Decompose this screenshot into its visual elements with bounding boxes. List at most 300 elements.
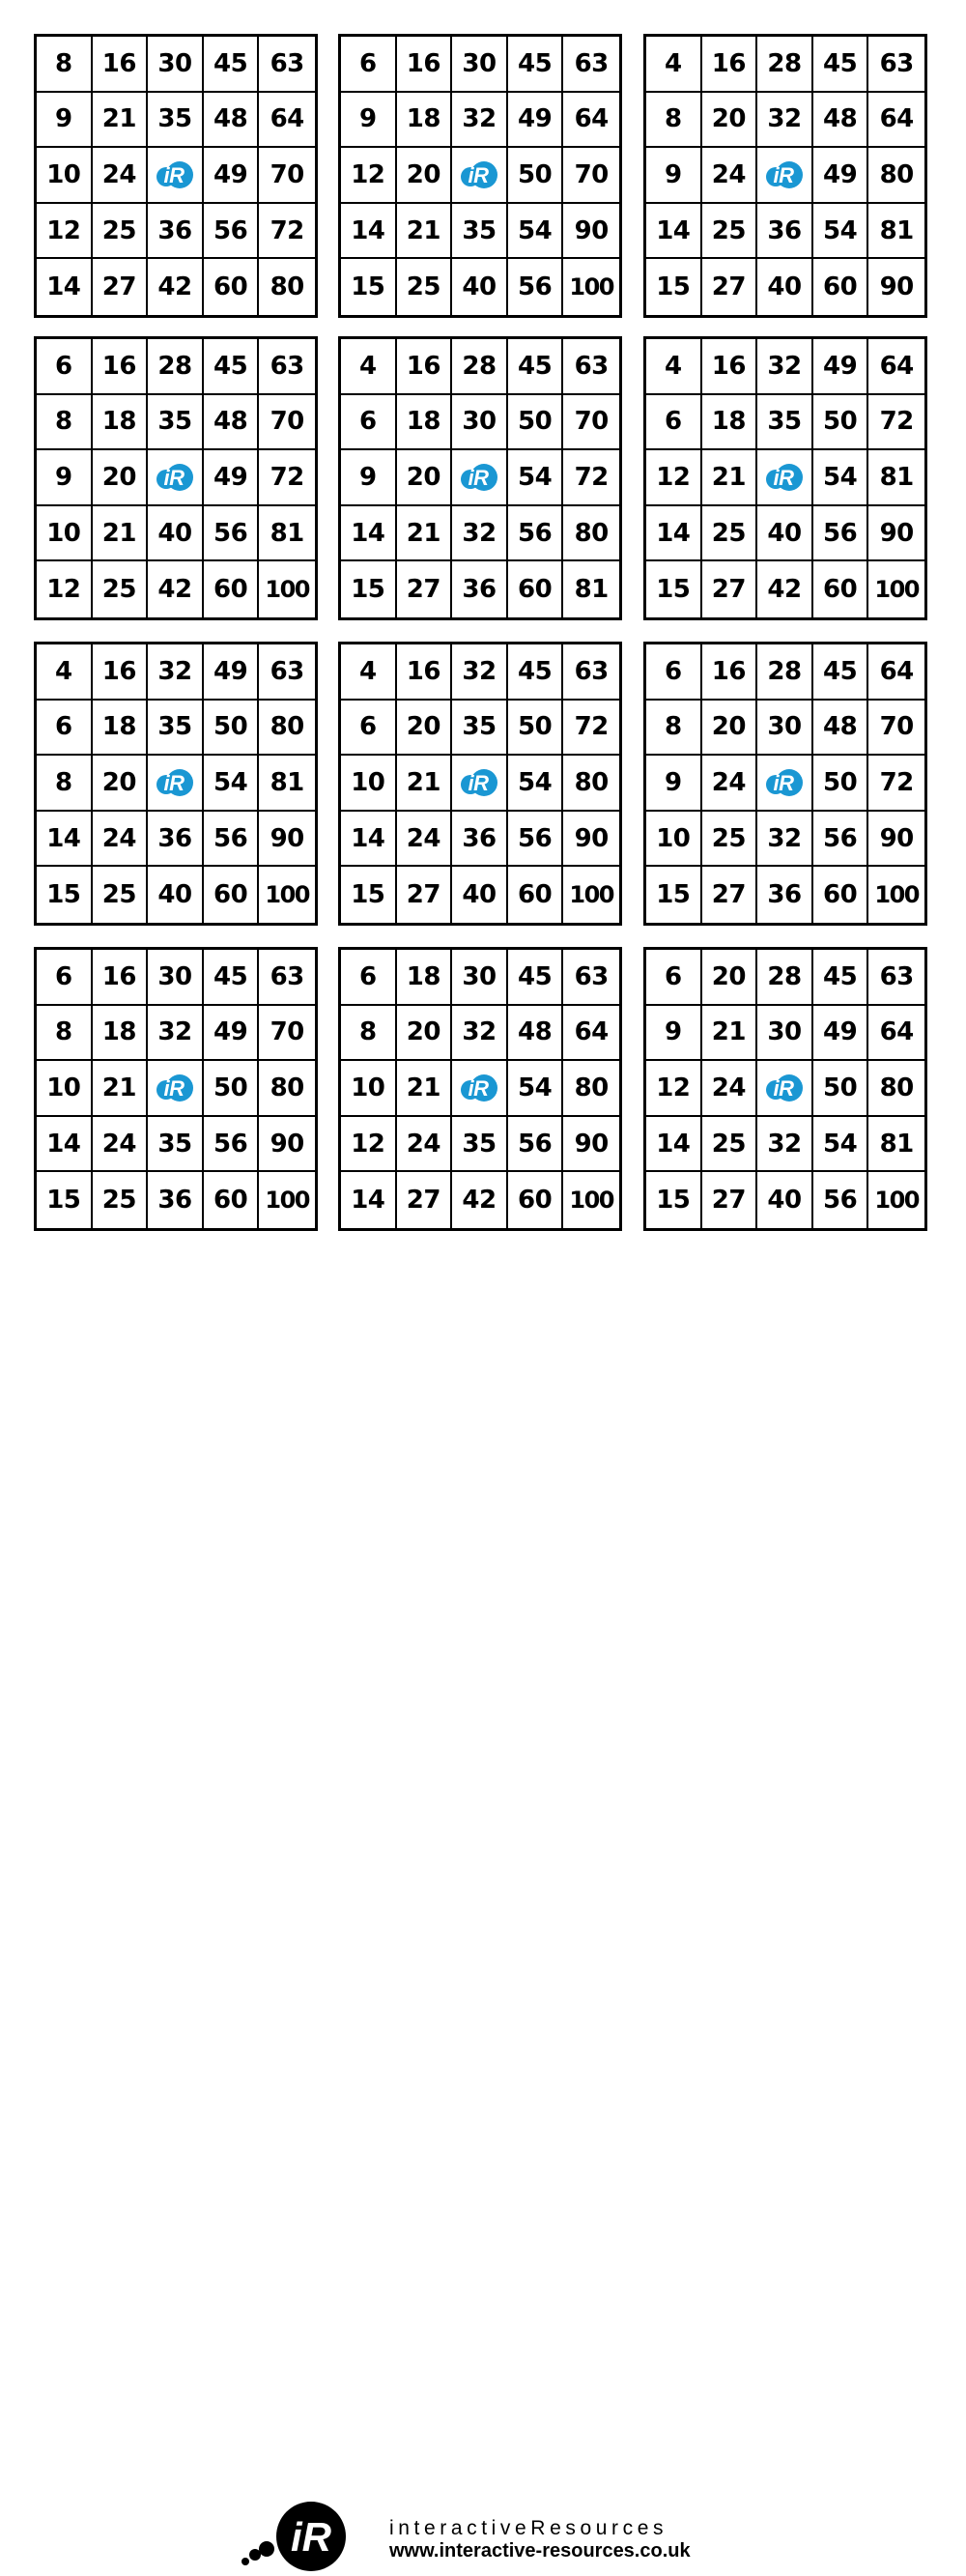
card-number: 54 xyxy=(813,204,869,260)
ir-logo-icon xyxy=(460,156,498,194)
card-number: 90 xyxy=(563,812,619,868)
ir-logo-icon xyxy=(156,1069,194,1107)
card-number: 80 xyxy=(563,1061,619,1117)
svg-text:iR: iR xyxy=(291,2514,331,2560)
free-space xyxy=(452,148,508,204)
card-number: 56 xyxy=(813,1172,869,1228)
card-number: 15 xyxy=(646,1172,702,1228)
free-space xyxy=(757,148,813,204)
card-number: 14 xyxy=(37,812,93,868)
card-number: 20 xyxy=(702,701,758,757)
card-number: 56 xyxy=(204,1117,260,1173)
card-number: 56 xyxy=(508,812,564,868)
card-number: 45 xyxy=(508,644,564,701)
card-number: 81 xyxy=(868,1117,924,1173)
card-number: 27 xyxy=(702,867,758,923)
card-number: 12 xyxy=(37,561,93,617)
svg-text:iR: iR xyxy=(773,770,794,795)
card-number: 8 xyxy=(37,756,93,812)
card-number: 9 xyxy=(341,450,397,506)
card-number: 14 xyxy=(646,1117,702,1173)
card-number: 49 xyxy=(508,93,564,149)
card-number: 18 xyxy=(702,395,758,451)
card-number: 27 xyxy=(93,259,149,315)
card-number: 20 xyxy=(702,93,758,149)
card-number: 21 xyxy=(397,506,453,562)
card-number: 25 xyxy=(93,867,149,923)
card-number: 63 xyxy=(259,339,315,395)
card-number: 63 xyxy=(563,644,619,701)
ir-logo-icon xyxy=(156,156,194,194)
ir-logo-icon xyxy=(765,1069,804,1107)
card-number: 6 xyxy=(341,395,397,451)
card-number: 18 xyxy=(397,395,453,451)
card-number: 21 xyxy=(397,1061,453,1117)
bingo-cards-sheet xyxy=(0,0,966,1246)
ir-logo-icon xyxy=(460,763,498,802)
card-number: 72 xyxy=(563,450,619,506)
card-number: 100 xyxy=(874,1187,919,1215)
bingo-card xyxy=(643,336,927,620)
card-number: 64 xyxy=(868,339,924,395)
ir-logo-icon xyxy=(460,1069,498,1107)
bingo-card xyxy=(34,34,318,318)
card-number: 20 xyxy=(397,701,453,757)
card-number: 15 xyxy=(37,1172,93,1228)
card-number: 24 xyxy=(93,148,149,204)
card-number: 60 xyxy=(813,867,869,923)
card-number: 9 xyxy=(646,1006,702,1062)
card-number: 10 xyxy=(341,1061,397,1117)
card-number: 42 xyxy=(148,561,204,617)
card-number: 54 xyxy=(204,756,260,812)
free-space xyxy=(148,450,204,506)
card-number: 40 xyxy=(757,506,813,562)
card-number: 80 xyxy=(563,756,619,812)
card-number: 60 xyxy=(508,1172,564,1228)
card-number: 56 xyxy=(508,506,564,562)
card-number: 25 xyxy=(702,812,758,868)
card-number: 45 xyxy=(204,37,260,93)
card-number: 72 xyxy=(563,701,619,757)
card-number: 36 xyxy=(148,812,204,868)
card-number: 64 xyxy=(259,93,315,149)
card-number: 4 xyxy=(37,644,93,701)
card-number: 64 xyxy=(563,1006,619,1062)
card-number: 56 xyxy=(813,506,869,562)
card-number: 16 xyxy=(93,37,149,93)
card-number: 32 xyxy=(452,644,508,701)
ir-logo-icon xyxy=(765,156,804,194)
bingo-card xyxy=(338,947,622,1231)
card-number: 70 xyxy=(563,395,619,451)
card-number: 6 xyxy=(646,395,702,451)
card-number: 50 xyxy=(813,756,869,812)
card-number: 16 xyxy=(702,644,758,701)
card-number: 81 xyxy=(259,756,315,812)
card-number: 24 xyxy=(397,1117,453,1173)
free-space xyxy=(452,1061,508,1117)
free-space xyxy=(148,148,204,204)
card-number: 15 xyxy=(646,867,702,923)
card-number: 30 xyxy=(452,37,508,93)
card-number: 56 xyxy=(204,506,260,562)
card-number: 100 xyxy=(265,881,309,909)
card-number: 16 xyxy=(397,644,453,701)
card-number: 63 xyxy=(868,37,924,93)
card-number: 72 xyxy=(259,204,315,260)
card-number: 70 xyxy=(563,148,619,204)
card-number: 100 xyxy=(265,576,309,604)
card-number: 32 xyxy=(757,93,813,149)
card-number: 10 xyxy=(37,506,93,562)
card-number: 16 xyxy=(397,339,453,395)
card-number: 32 xyxy=(452,506,508,562)
card-number: 6 xyxy=(341,950,397,1006)
card-number: 16 xyxy=(93,950,149,1006)
card-number: 25 xyxy=(702,204,758,260)
card-number: 45 xyxy=(508,950,564,1006)
brand-name: interactiveResources xyxy=(389,2517,668,2539)
svg-text:iR: iR xyxy=(468,465,489,490)
free-space xyxy=(148,1061,204,1117)
card-number: 35 xyxy=(452,701,508,757)
card-number: 63 xyxy=(868,950,924,1006)
card-number: 80 xyxy=(563,506,619,562)
card-number: 56 xyxy=(508,1117,564,1173)
card-number: 54 xyxy=(508,756,564,812)
brand-url[interactable]: www.interactive-resources.co.uk xyxy=(389,2540,691,2562)
card-number: 32 xyxy=(757,1117,813,1173)
card-number: 24 xyxy=(397,812,453,868)
ir-logo-icon xyxy=(765,763,804,802)
card-number: 28 xyxy=(452,339,508,395)
card-number: 27 xyxy=(702,561,758,617)
card-number: 27 xyxy=(702,1172,758,1228)
footer xyxy=(0,1246,966,2562)
card-number: 15 xyxy=(37,867,93,923)
card-number: 50 xyxy=(204,1061,260,1117)
card-number: 30 xyxy=(757,1006,813,1062)
card-number: 32 xyxy=(148,644,204,701)
card-number: 50 xyxy=(813,1061,869,1117)
card-number: 63 xyxy=(563,37,619,93)
card-number: 80 xyxy=(259,701,315,757)
card-number: 9 xyxy=(37,93,93,149)
card-number: 20 xyxy=(397,450,453,506)
card-number: 32 xyxy=(148,1006,204,1062)
card-number: 35 xyxy=(148,1117,204,1173)
card-number: 10 xyxy=(646,812,702,868)
card-number: 16 xyxy=(93,644,149,701)
card-number: 12 xyxy=(646,1061,702,1117)
card-number: 8 xyxy=(37,1006,93,1062)
card-number: 32 xyxy=(757,339,813,395)
card-number: 28 xyxy=(148,339,204,395)
card-number: 40 xyxy=(452,867,508,923)
card-number: 49 xyxy=(813,339,869,395)
card-number: 24 xyxy=(93,812,149,868)
card-number: 27 xyxy=(397,1172,453,1228)
card-number: 10 xyxy=(37,1061,93,1117)
card-number: 60 xyxy=(204,259,260,315)
card-number: 35 xyxy=(452,1117,508,1173)
card-number: 6 xyxy=(37,950,93,1006)
card-number: 14 xyxy=(341,812,397,868)
card-number: 56 xyxy=(204,204,260,260)
card-number: 36 xyxy=(452,812,508,868)
svg-text:iR: iR xyxy=(773,162,794,187)
card-number: 63 xyxy=(563,339,619,395)
free-space xyxy=(757,450,813,506)
bingo-card xyxy=(34,336,318,620)
card-number: 21 xyxy=(397,756,453,812)
card-number: 32 xyxy=(452,1006,508,1062)
card-number: 45 xyxy=(813,950,869,1006)
bingo-card xyxy=(34,947,318,1231)
card-number: 100 xyxy=(265,1187,309,1215)
card-number: 15 xyxy=(341,561,397,617)
card-number: 12 xyxy=(646,450,702,506)
card-number: 14 xyxy=(646,506,702,562)
card-number: 24 xyxy=(702,1061,758,1117)
card-number: 35 xyxy=(148,93,204,149)
svg-text:iR: iR xyxy=(163,162,185,187)
svg-text:iR: iR xyxy=(468,770,489,795)
card-number: 21 xyxy=(702,1006,758,1062)
card-number: 16 xyxy=(397,37,453,93)
card-number: 56 xyxy=(204,812,260,868)
card-number: 4 xyxy=(646,37,702,93)
card-number: 12 xyxy=(341,148,397,204)
card-number: 9 xyxy=(341,93,397,149)
card-number: 21 xyxy=(93,93,149,149)
card-number: 6 xyxy=(341,37,397,93)
card-number: 6 xyxy=(37,701,93,757)
card-number: 81 xyxy=(574,575,609,605)
card-number: 30 xyxy=(452,950,508,1006)
card-number: 32 xyxy=(757,812,813,868)
card-number: 25 xyxy=(397,259,453,315)
card-number: 64 xyxy=(868,93,924,149)
card-number: 25 xyxy=(702,506,758,562)
card-number: 54 xyxy=(813,1117,869,1173)
card-number: 40 xyxy=(757,1172,813,1228)
card-number: 14 xyxy=(341,1172,397,1228)
card-number: 35 xyxy=(757,395,813,451)
free-space xyxy=(757,756,813,812)
card-number: 40 xyxy=(757,259,813,315)
card-number: 9 xyxy=(646,756,702,812)
card-number: 21 xyxy=(93,506,149,562)
free-space xyxy=(452,756,508,812)
card-number: 49 xyxy=(204,644,260,701)
card-number: 25 xyxy=(93,204,149,260)
card-number: 60 xyxy=(813,259,869,315)
card-number: 25 xyxy=(702,1117,758,1173)
card-number: 20 xyxy=(702,950,758,1006)
ir-logo-icon xyxy=(460,458,498,497)
card-number: 45 xyxy=(813,644,869,701)
bingo-card xyxy=(643,947,927,1231)
card-number: 4 xyxy=(646,339,702,395)
card-number: 60 xyxy=(508,561,564,617)
card-number: 36 xyxy=(148,1172,204,1228)
card-number: 70 xyxy=(259,148,315,204)
card-number: 50 xyxy=(508,148,564,204)
card-number: 30 xyxy=(148,37,204,93)
card-number: 48 xyxy=(813,93,869,149)
card-number: 80 xyxy=(868,1061,924,1117)
card-number: 45 xyxy=(508,37,564,93)
free-space xyxy=(452,450,508,506)
card-number: 60 xyxy=(813,561,869,617)
svg-text:iR: iR xyxy=(468,162,489,187)
card-number: 8 xyxy=(341,1006,397,1062)
card-number: 25 xyxy=(93,561,149,617)
card-number: 100 xyxy=(569,273,613,301)
card-number: 18 xyxy=(93,395,149,451)
card-number: 72 xyxy=(868,395,924,451)
card-number: 27 xyxy=(702,259,758,315)
card-number: 100 xyxy=(569,881,613,909)
card-number: 70 xyxy=(259,1006,315,1062)
card-number: 80 xyxy=(270,272,304,302)
card-number: 35 xyxy=(148,701,204,757)
card-number: 49 xyxy=(204,148,260,204)
card-number: 56 xyxy=(813,812,869,868)
card-number: 49 xyxy=(204,450,260,506)
card-number: 72 xyxy=(868,756,924,812)
card-number: 6 xyxy=(341,701,397,757)
card-number: 6 xyxy=(646,644,702,701)
card-number: 20 xyxy=(397,1006,453,1062)
card-number: 49 xyxy=(813,1006,869,1062)
card-number: 9 xyxy=(646,148,702,204)
card-number: 50 xyxy=(508,395,564,451)
card-number: 8 xyxy=(37,37,93,93)
card-number: 48 xyxy=(813,701,869,757)
card-number: 35 xyxy=(148,395,204,451)
card-number: 32 xyxy=(452,93,508,149)
card-number: 21 xyxy=(702,450,758,506)
card-number: 21 xyxy=(93,1061,149,1117)
card-number: 64 xyxy=(868,1006,924,1062)
card-number: 90 xyxy=(868,506,924,562)
card-number: 80 xyxy=(259,1061,315,1117)
card-number: 8 xyxy=(37,395,93,451)
card-number: 28 xyxy=(757,37,813,93)
card-number: 12 xyxy=(341,1117,397,1173)
card-number: 8 xyxy=(646,701,702,757)
card-number: 63 xyxy=(259,37,315,93)
bingo-card xyxy=(643,642,927,926)
ir-logo-icon xyxy=(156,458,194,497)
svg-text:iR: iR xyxy=(773,465,794,490)
card-number: 48 xyxy=(508,1006,564,1062)
card-number: 4 xyxy=(341,644,397,701)
card-number: 30 xyxy=(452,395,508,451)
card-number: 14 xyxy=(341,204,397,260)
card-number: 54 xyxy=(813,450,869,506)
card-number: 90 xyxy=(868,812,924,868)
card-number: 90 xyxy=(879,272,914,302)
card-number: 49 xyxy=(204,1006,260,1062)
card-number: 18 xyxy=(93,1006,149,1062)
card-number: 28 xyxy=(757,644,813,701)
card-number: 54 xyxy=(508,204,564,260)
card-number: 6 xyxy=(646,950,702,1006)
card-number: 81 xyxy=(259,506,315,562)
card-number: 90 xyxy=(259,1117,315,1173)
card-number: 21 xyxy=(397,204,453,260)
card-number: 63 xyxy=(563,950,619,1006)
card-number: 50 xyxy=(813,395,869,451)
card-number: 60 xyxy=(204,867,260,923)
card-number: 36 xyxy=(757,867,813,923)
card-number: 20 xyxy=(397,148,453,204)
card-number: 45 xyxy=(508,339,564,395)
card-number: 24 xyxy=(702,148,758,204)
card-number: 10 xyxy=(37,148,93,204)
card-number: 90 xyxy=(563,204,619,260)
card-number: 54 xyxy=(508,1061,564,1117)
card-number: 28 xyxy=(757,950,813,1006)
card-number: 70 xyxy=(259,395,315,451)
interactive-resources-logo xyxy=(238,2501,383,2576)
card-number: 42 xyxy=(757,561,813,617)
card-number: 16 xyxy=(702,339,758,395)
card-number: 25 xyxy=(93,1172,149,1228)
bingo-card xyxy=(34,642,318,926)
card-number: 15 xyxy=(646,259,702,315)
card-number: 20 xyxy=(93,756,149,812)
svg-text:iR: iR xyxy=(163,465,185,490)
card-number: 63 xyxy=(259,644,315,701)
bingo-card xyxy=(338,34,622,318)
card-number: 18 xyxy=(397,950,453,1006)
card-number: 15 xyxy=(341,867,397,923)
card-number: 16 xyxy=(702,37,758,93)
card-number: 81 xyxy=(868,450,924,506)
card-number: 35 xyxy=(452,204,508,260)
card-number: 90 xyxy=(259,812,315,868)
svg-text:iR: iR xyxy=(163,770,185,795)
card-number: 14 xyxy=(341,506,397,562)
card-number: 18 xyxy=(93,701,149,757)
card-number: 36 xyxy=(757,204,813,260)
card-number: 100 xyxy=(874,576,919,604)
card-number: 30 xyxy=(757,701,813,757)
card-number: 45 xyxy=(204,339,260,395)
svg-text:iR: iR xyxy=(773,1075,794,1101)
card-number: 100 xyxy=(569,1187,613,1215)
card-number: 70 xyxy=(868,701,924,757)
card-number: 48 xyxy=(204,93,260,149)
card-number: 20 xyxy=(93,450,149,506)
card-number: 12 xyxy=(37,204,93,260)
card-number: 40 xyxy=(148,506,204,562)
card-number: 14 xyxy=(646,204,702,260)
card-number: 9 xyxy=(37,450,93,506)
card-number: 100 xyxy=(874,881,919,909)
card-number: 50 xyxy=(508,701,564,757)
card-number: 14 xyxy=(37,259,93,315)
card-number: 45 xyxy=(204,950,260,1006)
bingo-card xyxy=(338,336,622,620)
card-number: 24 xyxy=(702,756,758,812)
card-number: 54 xyxy=(508,450,564,506)
